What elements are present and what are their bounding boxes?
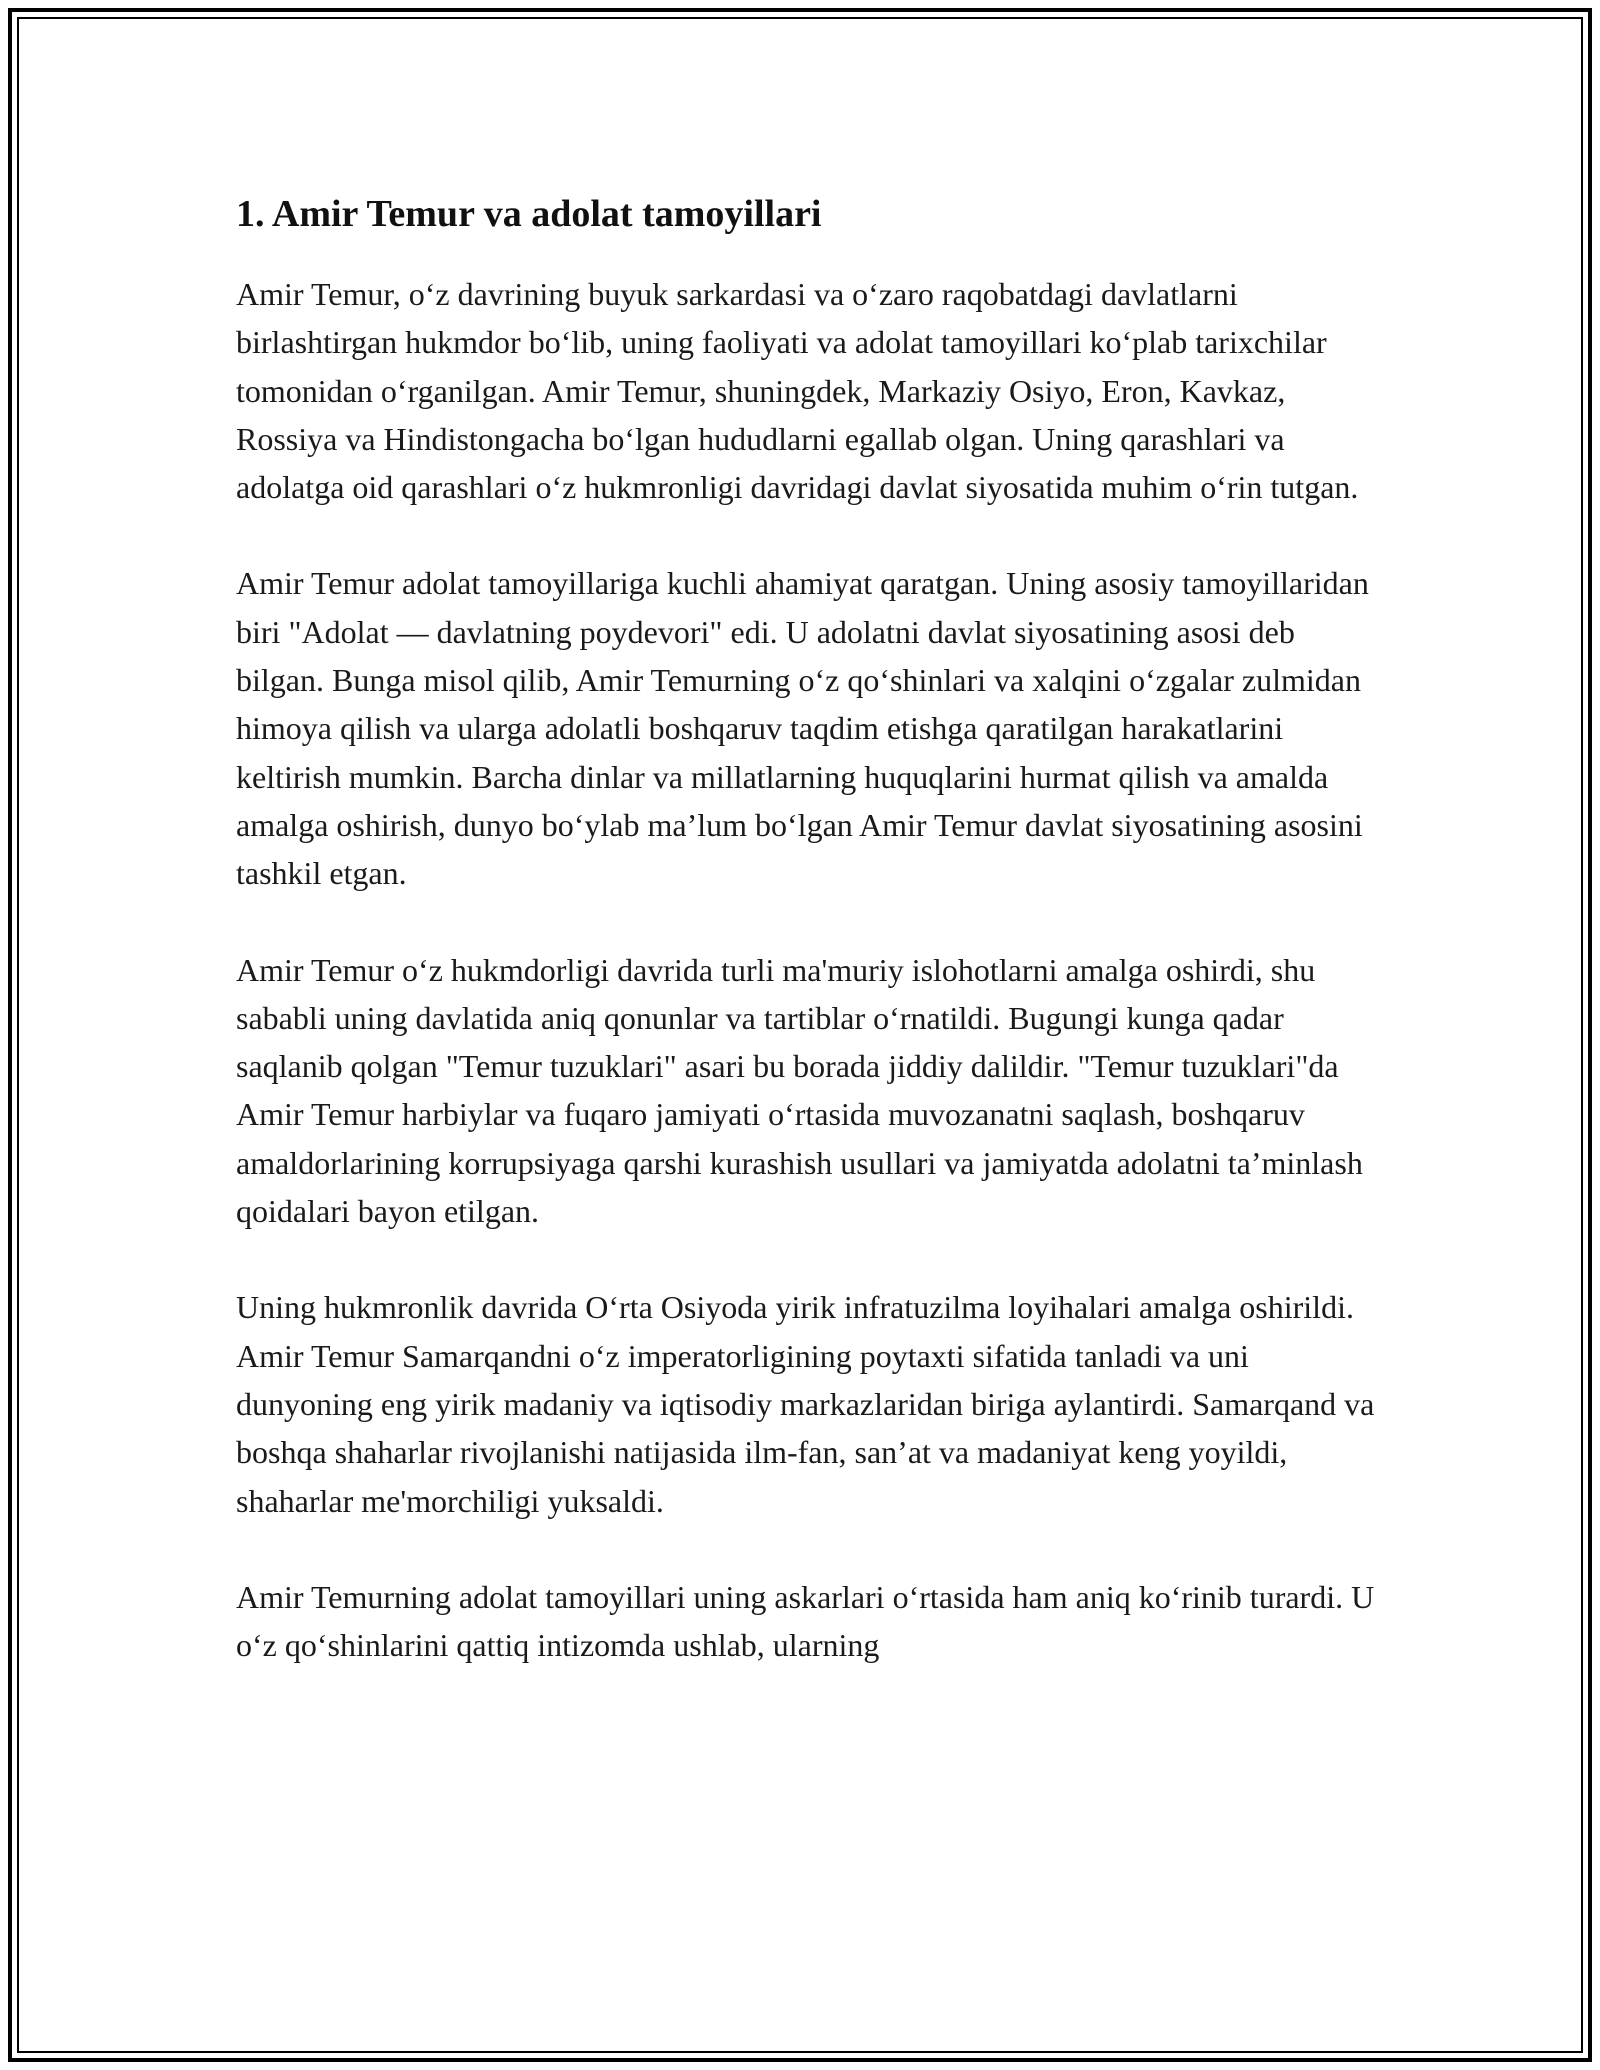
- paragraph-3: Amir Temur o‘z hukmdorligi davrida turli ma'muriy islohotlarni amalga oshirdi, shu sababli uning davlatida aniq qonunlar va tartiblar o‘rnatildi. Bugungi kunga qadar saqlanib qolgan "Temur tuzuklari" asari bu borada jiddiy dalildir. "Temur tuzuklari"da Amir Temur harbiylar va fuqaro jamiyati o‘rtasida muvozanatni saqlash, boshqaruv amaldorlarining korrupsiyaga qarshi kurashish usullari va jamiyatda adolatni ta’minlash qoidalari bayon etilgan.: [236, 951, 1363, 1230]
- paragraph-2: Amir Temur adolat tamoyillariga kuchli ahamiyat qaratgan. Uning asosiy tamoyillaridan biri "Adolat — davlatning poydevori" edi. U adolatni davlat siyosatining asosi deb bilgan. Bunga misol qilib, Amir Temurning o‘z qo‘shinlari va xalqini o‘zgalar zulmidan himoya qilish va ularga adolatli boshqaruv taqdim etishga qaratilgan harakatlarini keltirish mumkin. Barcha dinlar va millatlarning huquqlarini hurmat qilish va amalda amalga oshirish, dunyo bo‘ylab ma’lum bo‘lgan Amir Temur davlat siyosatining asosini tashkil etgan.: [236, 565, 1369, 892]
- paragraph-1: Amir Temur, o‘z davrining buyuk sarkardasi va o‘zaro raqobatdagi davlatlarni birlashtirgan hukmdor bo‘lib, uning faoliyati va adolat tamoyillari ko‘plab tarixchilar tomonidan o‘rganilgan. Amir Temur, shuningdek, Markaziy Osiyo, Eron, Kavkaz, Rossiya va Hindistongacha bo‘lgan hududlarni egallab olgan. Uning qarashlari va adolatga oid qarashlari o‘z hukmronligi davridagi davlat siyosatida muhim o‘rin tutgan.: [236, 276, 1359, 506]
- paragraph-5: Amir Temurning adolat tamoyillari uning askarlari o‘rtasida ham aniq ko‘rinib turardi. U o‘z qo‘shinlarini qattiq intizomda ushlab, ularning: [236, 1578, 1375, 1664]
- paragraph-4: Uning hukmronlik davrida O‘rta Osiyoda yirik infratuzilma loyihalari amalga oshirildi. Amir Temur Samarqandni o‘z imperatorligining poytaxti sifatida tanladi va uni dunyoning eng yirik madaniy va iqtisodiy markazlaridan biriga aylantirdi. Samarqand va boshqa shaharlar rivojlanishi natijasida ilm-fan, san’at va madaniyat keng yoyildi, shaharlar me'morchiligi yuksaldi.: [236, 1289, 1375, 1519]
- document-body: [236, 186, 1376, 1717]
- section-title: 1. Amir Temur va adolat tamoyillari: [236, 193, 822, 235]
